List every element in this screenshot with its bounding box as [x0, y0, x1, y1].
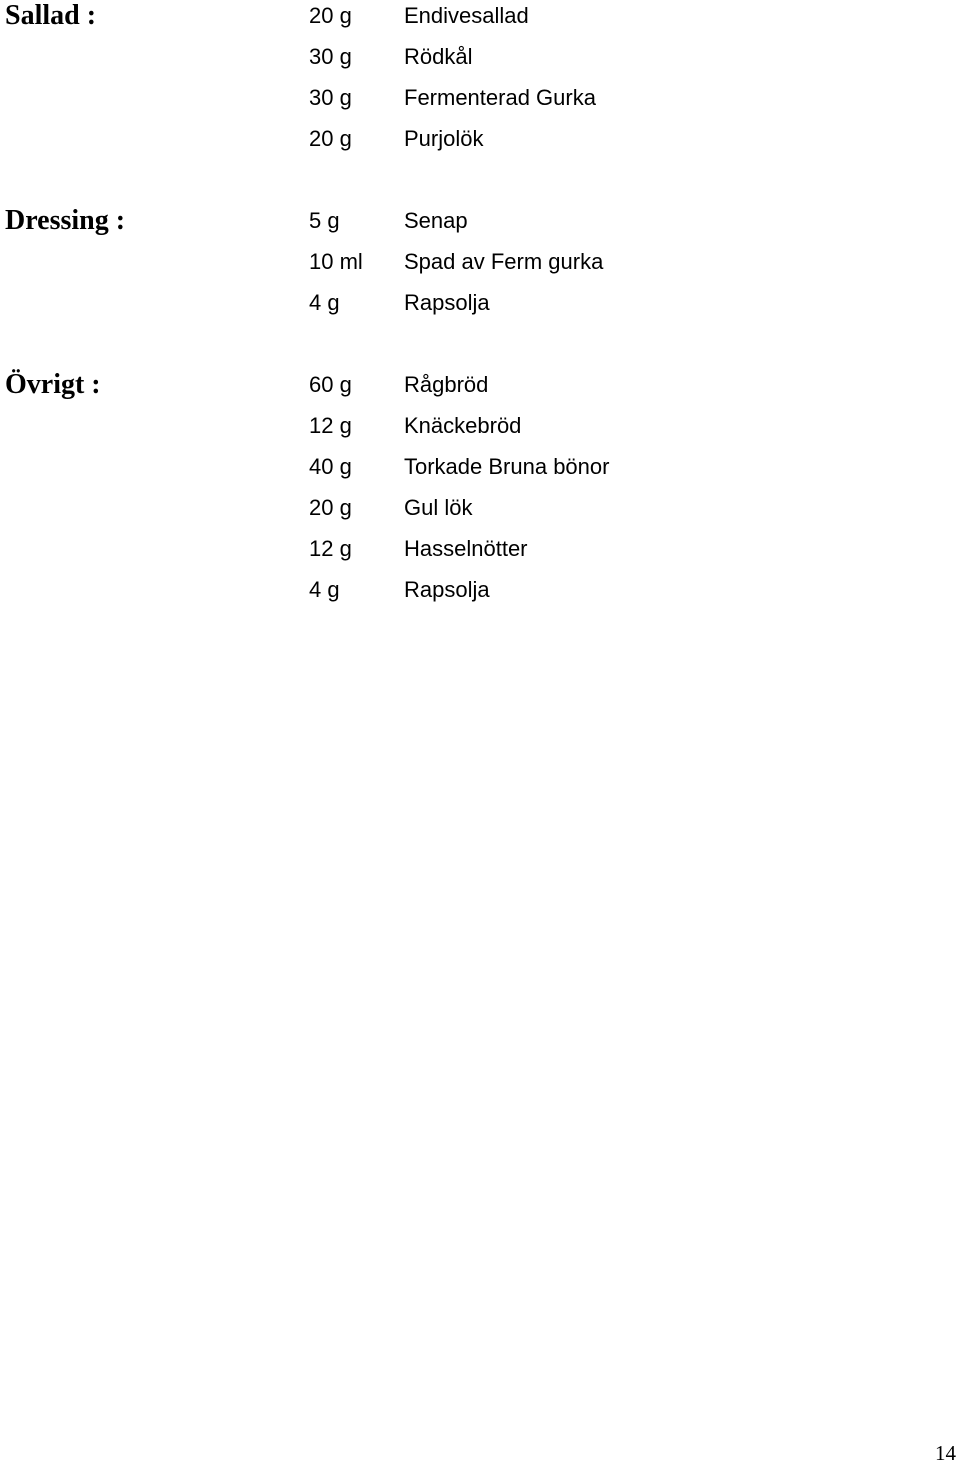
- item-quantity: 4 g: [309, 577, 340, 602]
- item-name: Endivesallad: [404, 3, 529, 28]
- list-item: [0, 453, 960, 494]
- item-quantity: 30 g: [309, 44, 352, 69]
- item-name: Torkade Bruna bönor: [404, 454, 610, 479]
- item-name: Rapsolja: [404, 577, 490, 602]
- item-quantity: 5 g: [309, 208, 340, 233]
- list-item: [0, 535, 960, 576]
- item-name: Hasselnötter: [404, 536, 528, 561]
- item-name: Rapsolja: [404, 290, 490, 315]
- item-name: Purjolök: [404, 126, 484, 151]
- item-name: Rödkål: [404, 44, 473, 69]
- item-name: Knäckebröd: [404, 413, 522, 438]
- list-item: [0, 576, 960, 617]
- item-quantity: 12 g: [309, 536, 352, 561]
- list-item: [0, 248, 960, 289]
- list-item: [0, 412, 960, 453]
- section-title: Övrigt :: [5, 369, 101, 400]
- list-item: [0, 207, 960, 248]
- item-quantity: 60 g: [309, 372, 352, 397]
- list-item: [0, 494, 960, 535]
- list-item: [0, 371, 960, 412]
- list-item: [0, 125, 960, 166]
- list-item: [0, 43, 960, 84]
- list-item: [0, 2, 960, 43]
- item-quantity: 4 g: [309, 290, 340, 315]
- item-quantity: 40 g: [309, 454, 352, 479]
- item-name: Gul lök: [404, 495, 473, 520]
- list-item: [0, 289, 960, 330]
- section-title: Dressing :: [5, 205, 126, 236]
- item-quantity: 20 g: [309, 3, 352, 28]
- item-name: Senap: [404, 208, 468, 233]
- item-name: Rågbröd: [404, 372, 489, 397]
- item-quantity: 12 g: [309, 413, 352, 438]
- item-quantity: 20 g: [309, 495, 352, 520]
- list-item: [0, 84, 960, 125]
- item-quantity: 30 g: [309, 85, 352, 110]
- item-quantity: 20 g: [309, 126, 352, 151]
- item-quantity: 10 ml: [309, 249, 363, 274]
- page-number: 14: [935, 1441, 956, 1465]
- item-name: Spad av Ferm gurka: [404, 249, 604, 274]
- section-title: Sallad :: [5, 0, 97, 31]
- item-name: Fermenterad Gurka: [404, 85, 596, 110]
